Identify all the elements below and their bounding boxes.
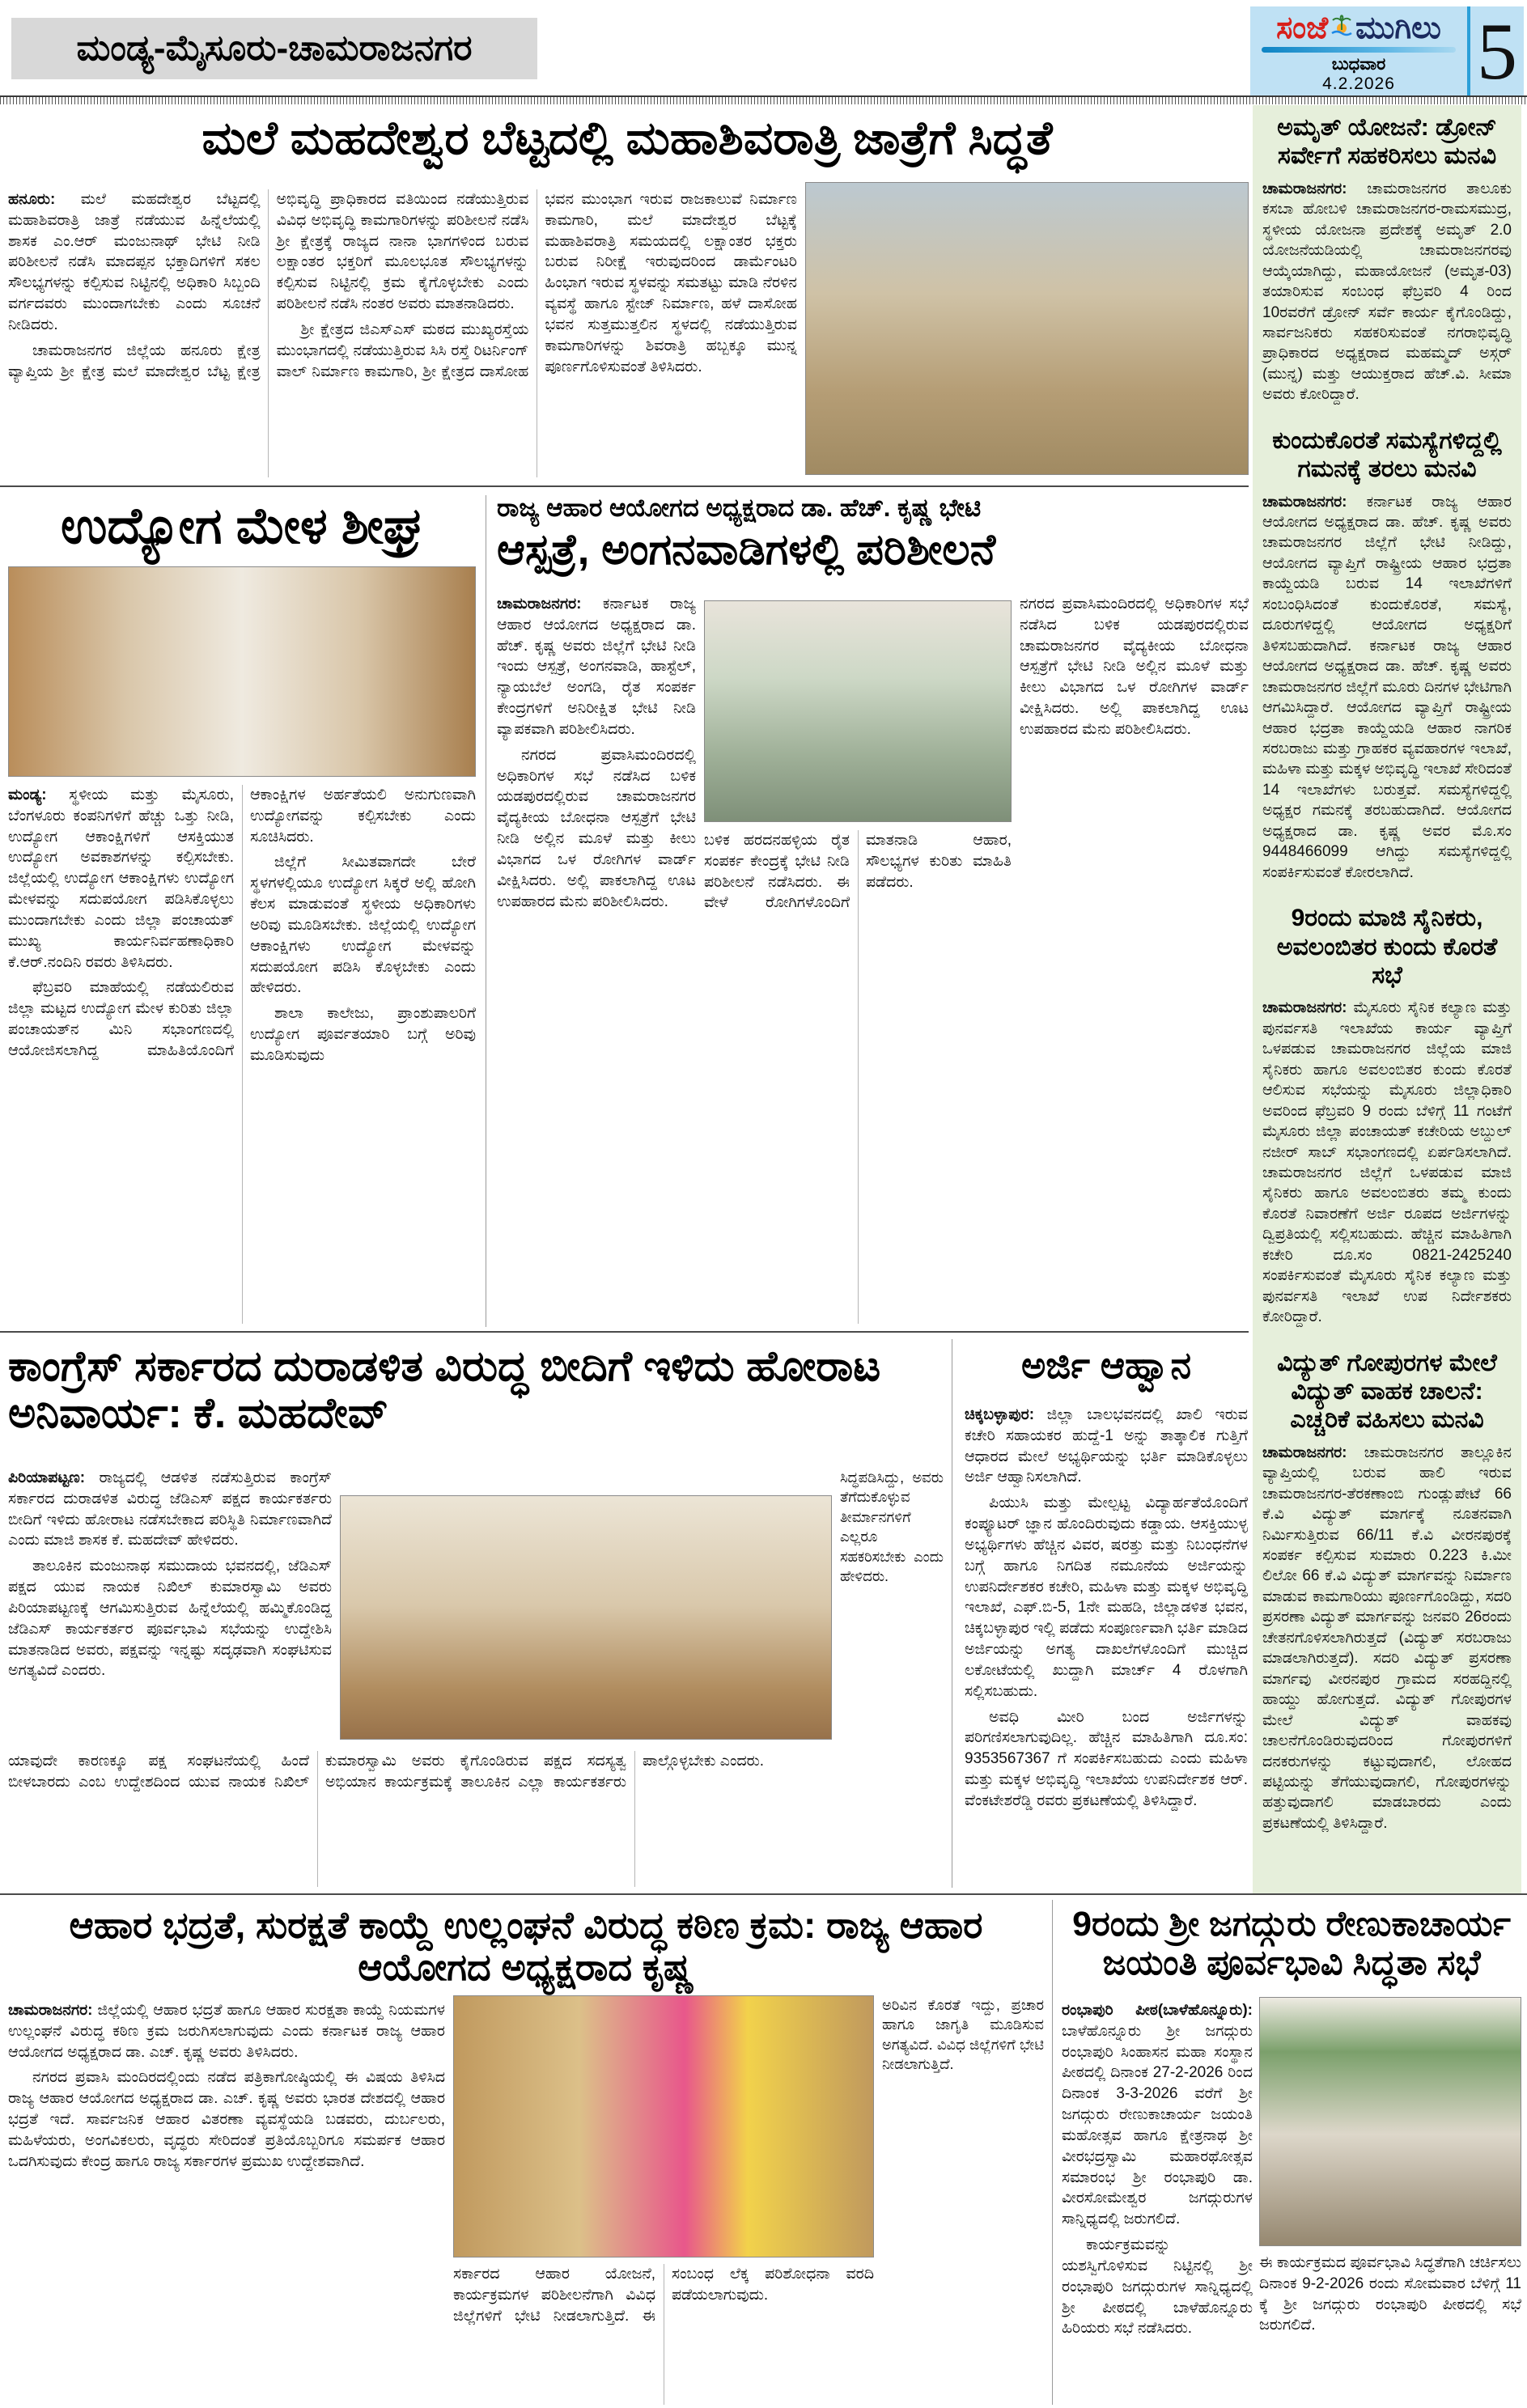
article7-col1 [1062, 2000, 1253, 2405]
article1-dateline: ಹನೂರು: [8, 191, 56, 208]
article5-para3: ಅವಧಿ ಮೀರಿ ಬಂದ ಅರ್ಜಿಗಳನ್ನು ಪರಿಗಣಿಸಲಾಗುವುದಿಲ್ಲ. ಹೆಚ್ಚಿನ ಮಾಹಿತಿಗಾಗಿ ದೂ.ಸಂ: 9353567367 ಗೆ ಸಂಪರ್ಕಿಸಬಹುದು ಎಂದು ಮಹಿಳಾ ಮತ್ತು ಮಕ್ಕಳ ಅಭಿವೃದ್ಧಿ ಇಲಾಖೆಯ ಉಪನಿರ್ದೇಶಕ ಆರ್. ವೆಂಕಟೇಶರೆಡ್ಡಿ ರವರು ಪ್ರಕಟಣೆಯಲ್ಲಿ ತಿಳಿಸಿದ್ದಾರೆ. [965, 1708, 1248, 1809]
rail-article-exservicemen-text: ಮೈಸೂರು ಸೈನಿಕ ಕಲ್ಯಾಣ ಮತ್ತು ಪುನರ್ವಸತಿ ಇಲಾಖೆಯ ಕಾರ್ಯ ವ್ಯಾಪ್ತಿಗೆ ಒಳಪಡುವ ಚಾಮರಾಜನಗರ ಜಿಲ್ಲೆಯ ಮಾಜಿ ಸೈನಿಕರು ಹಾಗೂ ಅವಲಂಬಿತರ ಕುಂದು ಕೊರತೆ ಆಲಿಸುವ ಸಭೆಯನ್ನು ಮೈಸೂರು ಜಿಲ್ಲಾಧಿಕಾರಿ ಅವರಿಂದ ಫೆಬ್ರವರಿ 9 ರಂದು ಬೆಳಿಗ್ಗೆ 11 ಗಂಟೆಗೆ ಮೈಸೂರು ಜಿಲ್ಲಾ ಪಂಚಾಯತ್ ಕಚೇರಿಯ ಅಬ್ದುಲ್ ನಜೀರ್ ಸಾಬ್ ಸಭಾಂಗಣದಲ್ಲಿ ಏರ್ಪಡಿಸಲಾಗಿದೆ. ಚಾಮರಾಜನಗರ ಜಿಲ್ಲೆಗೆ ಒಳಪಡುವ ಮಾಜಿ ಸೈನಿಕರು ಹಾಗೂ ಅವಲಂಬಿತರು ತಮ್ಮ ಕುಂದು ಕೊರತೆ ನಿವಾರಣೆಗೆ ಅರ್ಜಿ ರೂಪದ ಅರ್ಜಿಗಳನ್ನು ದ್ವಿಪ್ರತಿಯಲ್ಲಿ ಸಲ್ಲಿಸಬಹುದು. ಹೆಚ್ಚಿನ ಮಾಹಿತಿಗಾಗಿ ಕಚೇರಿ ದೂ.ಸಂ 0821-2425240 ಸಂಪರ್ಕಿಸುವಂತೆ ಮೈಸೂರು ಸೈನಿಕ ಕಲ್ಯಾಣ ಮತ್ತು ಪುನರ್ವಸತಿ ಇಲಾಖೆ ಉಪ ನಿರ್ದೇಶಕರು ಕೋರಿದ್ದಾರೆ. [1262, 999, 1512, 1326]
rail-article-power-towers-headline: ವಿದ್ಯುತ್ ಗೋಪುರಗಳ ಮೇಲೆ ವಿದ್ಯುತ್ ವಾಹಕ ಚಾಲನೆ: ಎಚ್ಚರಿಕೆ ವಹಿಸಲು ಮನವಿ [1277, 1349, 1497, 1434]
article1-para2: ಚಾಮರಾಜನಗರ ಜಿಲ್ಲೆಯ ಹನೂರು ಕ್ಷೇತ್ರ ವ್ಯಾಪ್ತಿಯ ಶ್ರೀ ಕ್ಷೇತ್ರ ಮಲೆ ಮಾದೇಶ್ವರ ಬೆಟ್ಟ ಕ್ಷೇತ್ರ ಅಭಿವೃದ್ಧಿ ಪ್ರಾಧಿಕಾರದ ವತಿಯಿಂದ ನಡೆಯುತ್ತಿರುವ ವಿವಿಧ ಅಭಿವೃದ್ಧಿ ಕಾಮಗಾರಿಗಳನ್ನು ಪರಿಶೀಲನೆ ನಡೆಸಿ ಶ್ರೀ ಕ್ಷೇತ್ರಕ್ಕೆ ರಾಜ್ಯದ ನಾನಾ ಭಾಗಗಳಿಂದ ಬರುವ ಲಕ್ಷಾಂತರ ಭಕ್ತರಿಗೆ ಮೂಲಭೂತ ಸೌಲಭ್ಯಗಳನ್ನು ಕಲ್ಪಿಸುವ ನಿಟ್ಟಿನಲ್ಲಿ ಕ್ರಮ ಕೈಗೊಳ್ಳಬೇಕು ಎಂದು ಪರಿಶೀಲನೆ ನಡೆಸಿ ನಂತರ ಅವರು ಮಾತನಾಡಿದರು. [8, 191, 529, 380]
right-rail [1253, 105, 1521, 1893]
rail-article-amrut-headline: ಅಮೃತ್ ಯೋಜನೆ: ಡ್ರೋನ್ ಸರ್ವೇಗೆ ಸಹಕರಿಸಲು ಮನವಿ [1277, 114, 1497, 170]
article4-para2: ತಾಲೂಕಿನ ಮಂಜುನಾಥ ಸಮುದಾಯ ಭವನದಲ್ಲಿ, ಜೆಡಿಎಸ್ ಪಕ್ಷದ ಯುವ ನಾಯಕ ನಿಖಿಲ್ ಕುಮಾರಸ್ವಾಮಿ ಅವರು ಪಿರಿಯಾಪಟ್ಟಣಕ್ಕೆ ಆಗಮಿಸುತ್ತಿರುವ ಹಿನ್ನೆಲೆಯಲ್ಲಿ ಹಮ್ಮಿಕೊಂಡಿದ್ದ ಜೆಡಿಎಸ್ ಕಾರ್ಯಕರ್ತರ ಪೂರ್ವಭಾವಿ ಸಭೆಯನ್ನು ಉದ್ದೇಶಿಸಿ ಮಾತನಾಡಿದ ಅವರು, ಪಕ್ಷವನ್ನು ಇನ್ನಷ್ಟು ಸದೃಢವಾಗಿ ಸಂಘಟಿಸುವ ಅಗತ್ಯವಿದೆ ಎಂದರು. [8, 1558, 332, 1680]
article6-dateline: ಚಾಮರಾಜನಗರ: [8, 2002, 93, 2019]
divider-row1 [0, 485, 1249, 487]
divider-row2 [0, 1331, 1249, 1333]
article3-para2: ನಗರದ ಪ್ರವಾಸಿಮಂದಿರದಲ್ಲಿ ಅಧಿಕಾರಿಗಳ ಸಭೆ ನಡೆಸಿದ ಬಳಿಕ ಯಡಪುರದಲ್ಲಿರುವ ಚಾಮರಾಜನಗರ ವೈದ್ಯಕೀಯ ಬೋಧನಾ ಆಸ್ಪತ್ರೆಗೆ ಭೇಟಿ ನೀಡಿ ಅಲ್ಲಿನ ಮೂಳೆ ಮತ್ತು ಕೀಲು ವಿಭಾಗದ ಒಳ ರೋಗಿಗಳ ವಾರ್ಡ್ ವೀಕ್ಷಿಸಿದರು. ಅಲ್ಲಿ ಪಾಕಲಾಗಿದ್ದ ಊಟ ಉಪಹಾರದ ಮೆನು ಪರಿಶೀಲಿಸಿದರು. [497, 746, 696, 910]
article2-para3: ಜಿಲ್ಲೆಗೆ ಸೀಮಿತವಾಗದೇ ಬೇರೆ ಸ್ಥಳಗಳಲ್ಲಿಯೂ ಉದ್ಯೋಗ ಸಿಕ್ಕರೆ ಅಲ್ಲಿ ಹೋಗಿ ಕೆಲಸ ಮಾಡುವಂತೆ ಸ್ಥಳೀಯ ಅಧಿಕಾರಿಗಳು ಅರಿವು ಮೂಡಿಸಬೇಕು. ಜಿಲ್ಲೆಯಲ್ಲಿ ಉದ್ಯೋಗ ಆಕಾಂಕ್ಷಿಗಳು ಉದ್ಯೋಗ ಮೇಳವನ್ನು ಸದುಪಯೋಗ ಪಡಿಸಿ ಕೊಳ್ಳಬೇಕು ಎಂದು ಹೇಳಿದರು. [250, 854, 476, 997]
article6-col1 [8, 2000, 445, 2405]
article7-headline: 9ರಂದು ಶ್ರೀ ಜಗದ್ಗುರು ರೇಣುಕಾಚಾರ್ಯ ಜಯಂತಿ ಪೂರ್ವಭಾವಿ ಸಿದ್ಧತಾ ಸಭೆ [1072, 1905, 1511, 1983]
article7-under-photo [1259, 2253, 1521, 2405]
masthead-day: ಬುಧವಾರ [1331, 55, 1386, 74]
divider-col-a6-a7 [1052, 1900, 1053, 2405]
rail-article-power-towers-body [1262, 1443, 1512, 1834]
article5-para2: ಪಿಯುಸಿ ಮತ್ತು ಮೇಲ್ಪಟ್ಟ ವಿದ್ಯಾರ್ಹತೆಯೊಂದಿಗೆ ಕಂಪ್ಯೂಟರ್ ಜ್ಞಾನ ಹೊಂದಿರುವುದು ಕಡ್ಡಾಯ. ಆಸಕ್ತಿಯುಳ್ಳ ಅಭ್ಯರ್ಥಿಗಳು ಹೆಚ್ಚಿನ ವಿವರ, ಷರತ್ತು ಮತ್ತು ನಿಬಂಧನೆಗಳ ಬಗ್ಗೆ ಹಾಗೂ ನಿಗದಿತ ನಮೂನೆಯ ಅರ್ಜಿಯನ್ನು ಉಪನಿರ್ದೇಶಕರ ಕಚೇರಿ, ಮಹಿಳಾ ಮತ್ತು ಮಕ್ಕಳ ಅಭಿವೃದ್ಧಿ ಇಲಾಖೆ, ಎಫ್.ಬಿ-5, 1ನೇ ಮಹಡಿ, ಜಿಲ್ಲಾಡಳಿತ ಭವನ, ಚಿಕ್ಕಬಳ್ಳಾಪುರ ಇಲ್ಲಿ ಪಡೆದು ಸಂಪೂರ್ಣವಾಗಿ ಭರ್ತಿ ಮಾಡಿದ ಅರ್ಜಿಯನ್ನು ಅಗತ್ಯ ದಾಖಲೆಗಳೊಂದಿಗೆ ಮುಚ್ಚಿದ ಲಕೋಟೆಯಲ್ಲಿ ಖುದ್ದಾಗಿ ಮಾರ್ಚ್ 4 ರೊಳಗಾಗಿ ಸಲ್ಲಿಸಬಹುದು. [965, 1494, 1248, 1700]
article6-bottom-block [453, 2264, 874, 2405]
masthead-bar [1262, 47, 1456, 53]
article3-col1 [497, 594, 696, 1324]
divider-row3 [0, 1893, 1527, 1895]
article7-para2b: ಈ ಕಾರ್ಯಕ್ರಮದ ಪೂರ್ವಭಾವಿ ಸಿದ್ಧತೆಗಾಗಿ ಚರ್ಚಿಸಲು ದಿನಾಂಕ 9-2-2026 ರಂದು ಸೋಮವಾರ ಬೆಳಿಗ್ಗೆ 11 ಕ್ಕೆ ಶ್ರೀ ಜಗದ್ಗುರು ರಂಭಾಪುರಿ ಪೀಠದಲ್ಲಿ ಸಭೆ ಜರುಗಲಿದೆ. [1259, 2254, 1521, 2334]
region-title-text: ಮಂಡ್ಯ-ಮೈಸೂರು-ಚಾಮರಾಜನಗರ [76, 28, 473, 68]
article7-para1: ಬಾಳೆಹೊನ್ನೂರು ಶ್ರೀ ಜಗದ್ಗುರು ರಂಭಾಪುರಿ ಸಿಂಹಾಸನ ಮಹಾ ಸಂಸ್ಥಾನ ಪೀಠದಲ್ಲಿ ದಿನಾಂಕ 27-2-2026 ರಿಂದ ದಿನಾಂಕ 3-3-2026 ವರೆಗೆ ಶ್ರೀ ಜಗದ್ಗುರು ರೇಣುಕಾಚಾರ್ಯ ಜಯಂತಿ ಮಹೋತ್ಸವ ಹಾಗೂ ಕ್ಷೇತ್ರನಾಥ ಶ್ರೀ ವೀರಭದ್ರಸ್ವಾಮಿ ಮಹಾರಥೋತ್ಸವ ಸಮಾರಂಭ ಶ್ರೀ ರಂಭಾಪುರಿ ಡಾ. ವೀರಸೋಮೇಶ್ವರ ಜಗದ್ಗುರುಗಳ ಸಾನ್ನಿಧ್ಯದಲ್ಲಿ ಜರುಗಲಿದೆ. [1062, 2022, 1253, 2228]
rail-article-exservicemen-body [1262, 998, 1512, 1327]
article1-body [8, 189, 797, 477]
article6-para2: ನಗರದ ಪ್ರವಾಸಿ ಮಂದಿರದಲ್ಲಿಂದು ನಡೆದ ಪತ್ರಿಕಾಗೋಷ್ಠಿಯಲ್ಲಿ ಈ ವಿಷಯ ತಿಳಿಸಿದ ರಾಜ್ಯ ಆಹಾರ ಆಯೋಗದ ಅಧ್ಯಕ್ಷರಾದ ಡಾ. ಎಚ್. ಕೃಷ್ಣ ಅವರು ಭಾರತ ದೇಶದಲ್ಲಿ ಆಹಾರ ಭದ್ರತೆ ಇದೆ. ಸಾರ್ವಜನಿಕ ಆಹಾರ ವಿತರಣಾ ವ್ಯವಸ್ಥೆಯಡಿ ಬಡವರು, ದುರ್ಬಲರು, ಮಹಿಳೆಯರು, ಅಂಗವಿಕಲರು, ವೃದ್ಧರು ಸೇರಿದಂತೆ ಪ್ರತಿಯೊಬ್ಬರಿಗೂ ಸಮರ್ಪಕ ಆಹಾರ ಒದಗಿಸುವುದು ಕೇಂದ್ರ ಹಾಗೂ ರಾಜ್ಯ ಸರ್ಕಾರಗಳ ಪ್ರಮುಖ ಉದ್ದೇಶವಾಗಿದೆ. [8, 2069, 445, 2170]
article3-col2 [704, 830, 1012, 1324]
rail-article-amrut [1262, 113, 1512, 405]
article4-dateline: ಪಿರಿಯಾಪಟ್ಟಣ: [8, 1469, 86, 1486]
article5-para1: ಜಿಲ್ಲಾ ಬಾಲಭವನದಲ್ಲಿ ಖಾಲಿ ಇರುವ ಕಚೇರಿ ಸಹಾಯಕರ ಹುದ್ದೆ-1 ಅನ್ನು ತಾತ್ಕಾಲಿಕ ಗುತ್ತಿಗೆ ಆಧಾರದ ಮೇಲೆ ಅಭ್ಯರ್ಥಿಯನ್ನು ಭರ್ತಿ ಮಾಡಿಕೊಳ್ಳಲು ಅರ್ಜಿ ಆಹ್ವಾನಿಸಲಾಗಿದೆ. [965, 1406, 1248, 1486]
page-number: 5 [1467, 6, 1524, 95]
masthead-left [1250, 6, 1467, 95]
article5-headline: ಅರ್ಜಿ ಆಹ್ವಾನ [1020, 1344, 1192, 1386]
article5-body [965, 1405, 1248, 1887]
photo-mm-hills-inspection [805, 182, 1249, 475]
article6-para1: ಜಿಲ್ಲೆಯಲ್ಲಿ ಆಹಾರ ಭದ್ರತೆ ಹಾಗೂ ಆಹಾರ ಸುರಕ್ಷತಾ ಕಾಯ್ದೆ ನಿಯಮಗಳ ಉಲ್ಲಂಘನೆ ವಿರುದ್ಧ ಕಠಿಣ ಕ್ರಮ ಜರುಗಿಸಲಾಗುವುದು ಎಂದು ಕರ್ನಾಟಕ ರಾಜ್ಯ ಆಹಾರ ಆಯೋಗದ ಅಧ್ಯಕ್ಷರಾದ ಡಾ. ಎಚ್. ಕೃಷ್ಣ ಅವರು ತಿಳಿಸಿದರು. [8, 2002, 445, 2061]
photo-rambhapuri-meeting [1259, 1997, 1521, 2246]
masthead-date: 4.2.2026 [1322, 74, 1395, 93]
article7-para2a: ಕಾರ್ಯಕ್ರಮವನ್ನು ಯಶಸ್ವಿಗೊಳಿಸುವ ನಿಟ್ಟಿನಲ್ಲಿ ಶ್ರೀ ರಂಭಾಪುರಿ ಜಗದ್ಗುರುಗಳ ಸಾನ್ನಿಧ್ಯದಲ್ಲಿ ಶ್ರೀ ಪೀಠದಲ್ಲಿ ಬಾಳೆಹೊನ್ನೂರು ಹಿರಿಯರು ಸಭೆ ನಡೆಸಿದರು. [1062, 2236, 1253, 2338]
rail-article-power-towers-text: ಚಾಮರಾಜನಗರ ತಾಲ್ಲೂಕಿನ ವ್ಯಾಪ್ತಿಯಲ್ಲಿ ಬರುವ ಹಾಲಿ ಇರುವ ಚಾಮರಾಜನಗರ-ತೆರಕಣಾಂಬಿ ಗುಂಡ್ಲುಪೇಟೆ 66 ಕೆ.ವಿ ವಿದ್ಯುತ್ ಮಾರ್ಗಕ್ಕೆ ನೂತನವಾಗಿ ನಿರ್ಮಿಸುತ್ತಿರುವ 66/11 ಕೆ.ವಿ ವೀರನಪುರಕ್ಕೆ ಸಂಪರ್ಕ ಕಲ್ಪಿಸುವ ಸುಮಾರು 0.223 ಕಿ.ಮೀ ಲಿಲೋ 66 ಕೆ.ವಿ ವಿದ್ಯುತ್ ಮಾರ್ಗವನ್ನು ನಿರ್ಮಾಣ ಮಾಡುವ ಕಾಮಗಾರಿಯು ಪೂರ್ಣಗೊಂಡಿದ್ದು, ಸದರಿ ಪ್ರಸರಣಾ ವಿದ್ಯುತ್ ಮಾರ್ಗವನ್ನು ಜನವರಿ 26ರಂದು ಚೇತನಗೊಳಿಸಲಾಗಿರುತ್ತದೆ (ವಿದ್ಯುತ್ ಸರಬರಾಜು ಮಾಡಲಾಗಿರುತ್ತದೆ). ಸದರಿ ವಿದ್ಯುತ್ ಪ್ರಸರಣಾ ಮಾರ್ಗವು ವೀರನಪುರ ಗ್ರಾಮದ ಸರಹದ್ದಿನಲ್ಲಿ ಹಾಯ್ದು ಹೋಗುತ್ತದೆ. ವಿದ್ಯುತ್ ಗೋಪುರಗಳ ಮೇಲೆ ವಿದ್ಯುತ್ ವಾಹಕವು ಚಾಲನೆಗೊಂಡಿರುವುದರಿಂದ ಗೋಪುರಗಳಿಗೆ ದನಕರುಗಳನ್ನು ಕಟ್ಟುವುದಾಗಲಿ, ಲೋಹದ ಪಟ್ಟಿಯನ್ನು ತೆಗೆಯುವುದಾಗಲಿ, ಗೋಪುರಗಳನ್ನು ಹತ್ತುವುದಾಗಲಿ ಮಾಡಬಾರದು ಎಂದು ಪ್ರಕಟಣೆಯಲ್ಲಿ ತಿಳಿಸಿದ್ದಾರೆ. [1262, 1444, 1512, 1832]
article4-para3: ಯಾವುದೇ ಕಾರಣಕ್ಕೂ ಪಕ್ಷ ಸಂಘಟನೆಯಲ್ಲಿ ಹಿಂದೆ ಬೀಳಬಾರದು ಎಂಬ ಉದ್ದೇಶದಿಂದ ಯುವ ನಾಯಕ ನಿಖಿಲ್ ಕುಮಾರಸ್ವಾಮಿ ಅವರು ಕೈಗೊಂಡಿರುವ ಪಕ್ಷದ ಸದಸ್ಯತ್ವ ಅಭಿಯಾನ ಕಾರ್ಯಕ್ರಮಕ್ಕೆ ತಾಲೂಕಿನ ಎಲ್ಲಾ ಕಾರ್ಯಕರ್ತರು ಪಾಲ್ಗೊಳ್ಳಬೇಕು ಎಂದರು. [8, 1753, 765, 1791]
rail-article-amrut-body [1262, 179, 1512, 405]
article6-para3: ಸರ್ಕಾರದ ಆಹಾರ ಯೋಜನೆ, ಕಾರ್ಯಕ್ರಮಗಳ ಪರಿಶೀಲನೆಗಾಗಿ ವಿವಿಧ ಜಿಲ್ಲೆಗಳಿಗೆ ಭೇಟಿ ನೀಡಲಾಗುತ್ತಿದೆ. ಈ ಸಂಬಂಧ ಲೆಕ್ಕ ಪರಿಶೋಧನಾ ವರದಿ ಪಡೆಯಲಾಗುವುದು. [453, 2266, 874, 2325]
rail-article-grievance-headline: ಕುಂದುಕೊರತೆ ಸಮಸ್ಯೆಗಳಿದ್ದಲ್ಲಿ ಗಮನಕ್ಕೆ ತರಲು ಮನವಿ [1272, 426, 1502, 483]
paper-logo [1250, 13, 1467, 44]
masthead [1250, 6, 1524, 95]
rail-article-grievance-text: ಕರ್ನಾಟಕ ರಾಜ್ಯ ಆಹಾರ ಆಯೋಗದ ಅಧ್ಯಕ್ಷರಾದ ಡಾ. ಹೆಚ್. ಕೃಷ್ಣ ಅವರು ಚಾಮರಾಜನಗರ ಜಿಲ್ಲೆಗೆ ಭೇಟಿ ನೀಡಿದ್ದು, ಆಯೋಗದ ವ್ಯಾಪ್ತಿಗೆ ರಾಷ್ಟ್ರೀಯ ಆಹಾರ ಭದ್ರತಾ ಕಾಯ್ದೆಯಡಿ ಬರುವ 14 ಇಲಾಖೆಗಳಿಗೆ ಸಂಬಂಧಿಸಿದಂತೆ ಕುಂದುಕೊರತೆ, ಸಮಸ್ಯೆ, ದೂರುಗಳಿದ್ದಲ್ಲಿ ಆಯೋಗದ ಅಧ್ಯಕ್ಷರಿಗೆ ತಿಳಿಸಬಹುದಾಗಿದೆ. ಕರ್ನಾಟಕ ರಾಜ್ಯ ಆಹಾರ ಆಯೋಗದ ಅಧ್ಯಕ್ಷರಾದ ಡಾ. ಹೆಚ್. ಕೃಷ್ಣ ಅವರು ಚಾಮರಾಜನಗರ ಜಿಲ್ಲೆಗೆ ಮೂರು ದಿನಗಳ ಭೇಟಿಗಾಗಿ ಆಗಮಿಸಿದ್ದಾರೆ. ಆಯೋಗದ ವ್ಯಾಪ್ತಿಗೆ ರಾಷ್ಟ್ರೀಯ ಆಹಾರ ಭದ್ರತಾ ಕಾಯ್ದೆಯಡಿ ಆಹಾರ ನಾಗರಿಕ ಸರಬರಾಜು ಮತ್ತು ಗ್ರಾಹಕರ ವ್ಯವಹಾರಗಳ ಇಲಾಖೆ, ಮಹಿಳಾ ಮತ್ತು ಮಕ್ಕಳ ಅಭಿವೃದ್ಧಿ ಇಲಾಖೆ ಸೇರಿದಂತೆ 14 ಇಲಾಖೆಗಳು ಬರುತ್ತವೆ. ಸಮಸ್ಯೆಗಳಿದ್ದಲ್ಲಿ ಅಧ್ಯಕ್ಷರ ಗಮನಕ್ಕೆ ತರಬಹುದಾಗಿದೆ. ಆಯೋಗದ ಅಧ್ಯಕ್ಷರಾದ ಡಾ. ಕೃಷ್ಣ ಅವರ ಮೊ.ಸಂ 9448466099 ಆಗಿದ್ದು ಸಮಸ್ಯೆಗಳಿದ್ದಲ್ಲಿ ಸಂಪರ್ಕಿಸುವಂತೆ ಕೋರಲಾಗಿದೆ. [1262, 493, 1512, 881]
palm-sun-icon [1330, 13, 1354, 44]
rail-article-exservicemen [1262, 904, 1512, 1327]
article2-para4: ಶಾಲಾ ಕಾಲೇಜು, ಪ್ರಾಂಶುಪಾಲರಿಗೆ ಉದ್ಯೋಗ ಪೂರ್ವತಯಾರಿ ಬಗ್ಗೆ ಅರಿವು ಮೂಡಿಸುವುದು [250, 1005, 476, 1064]
rail-article-amrut-dateline: ಚಾಮರಾಜನಗರ: [1262, 180, 1347, 197]
region-title [11, 18, 537, 79]
article3-col3 [1020, 594, 1249, 1324]
article3-kicker: ರಾಜ್ಯ ಆಹಾರ ಆಯೋಗದ ಅಧ್ಯಕ್ಷರಾದ ಡಾ. ಹೆಚ್. ಕೃಷ್ಣ ಭೇಟಿ [497, 494, 982, 522]
article1-para3: ಶ್ರೀ ಕ್ಷೇತ್ರದ ಜಿಎಸ್‌ಎಸ್ ಮಠದ ಮುಖ್ಯರಸ್ತೆಯ ಮುಂಭಾಗದಲ್ಲಿ ನಡೆಯುತ್ತಿರುವ ಸಿಸಿ ರಸ್ತೆ ರಿಟರ್ನಿಂಗ್ ವಾಲ್ ನಿರ್ಮಾಣ ಕಾಮಗಾರಿ, ಶ್ರೀ ಕ್ಷೇತ್ರದ ದಾಸೋಹ ಭವನ ಮುಂಭಾಗ ಇರುವ ರಾಜಕಾಲುವೆ ನಿರ್ಮಾಣ ಕಾಮಗಾರಿ, ಮಲೆ ಮಾದೇಶ್ವರ ಬೆಟ್ಟಕ್ಕೆ ಮಹಾಶಿವರಾತ್ರಿ ಸಮಯದಲ್ಲಿ ಲಕ್ಷಾಂತರ ಭಕ್ತರು ಬರುವ ನಿರೀಕ್ಷೆ ಇರುವುದರಿಂದ ಡಾರ್ಮೆಂಟರಿ ಹಿಂಭಾಗ ಇರುವ ಸ್ಥಳವನ್ನು ಸಮತಟ್ಟು ಮಾಡಿ ನೆರಳಿನ ವ್ಯವಸ್ಥೆ ಹಾಗೂ ಸ್ಟೇಜ್ ನಿರ್ಮಾಣ, ಹಳೆ ದಾಸೋಹ ಭವನ ಸುತ್ತಮುತ್ತಲಿನ ಸ್ಥಳದಲ್ಲಿ ನಡೆಯುತ್ತಿರುವ ಕಾಮಗಾರಿಗಳನ್ನು ಶಿವರಾತ್ರಿ ಹಬ್ಬಕ್ಕೂ ಮುನ್ನ ಪೂರ್ಣಗೊಳಿಸುವಂತೆ ತಿಳಿಸಿದರು. [276, 191, 797, 380]
article3-para3: ಬಳಿಕ ಹರದನಹಳ್ಳಿಯ ರೈತ ಸಂಪರ್ಕ ಕೇಂದ್ರಕ್ಕೆ ಭೇಟಿ ನೀಡಿ ಪರಿಶೀಲನೆ ನಡೆಸಿದರು. ಈ ವೇಳೆ ರೋಗಿಗಳೊಂದಿಗೆ ಮಾತನಾಡಿ ಆಹಾರ, ಸೌಲಭ್ಯಗಳ ಕುರಿತು ಮಾಹಿತಿ ಪಡೆದರು. [704, 832, 1012, 912]
article1-para1: ಮಲೆ ಮಹದೇಶ್ವರ ಬೆಟ್ಟದಲ್ಲಿ ಮಹಾಶಿವರಾತ್ರಿ ಜಾತ್ರೆ ನಡೆಯುವ ಹಿನ್ನೆಲೆಯಲ್ಲಿ ಶಾಸಕ ಎಂ.ಆರ್ ಮಂಜುನಾಥ್ ಭೇಟಿ ನೀಡಿ ಪರಿಶೀಲನೆ ನಡೆಸಿ ಮಾದಪ್ಪನ ಭಕ್ತಾದಿಗಳಿಗೆ ಸಕಲ ಸೌಲಭ್ಯಗಳನ್ನು ಕಲ್ಪಿಸುವ ನಿಟ್ಟಿನಲ್ಲಿ ಅಧಿಕಾರಿ ಸಿಬ್ಬಂದಿ ವರ್ಗದವರು ಮುಂದಾಗಬೇಕು ಎಂದು ಸೂಚನೆ ನೀಡಿದರು. [8, 191, 261, 333]
article2-dateline: ಮಂಡ್ಯ: [8, 786, 47, 803]
article2-headline: ಉದ್ಯೋಗ ಮೇಳ ಶೀಘ್ರ [61, 498, 423, 554]
article2-para2: ಫೆಬ್ರವರಿ ಮಾಹೆಯಲ್ಲಿ ನಡೆಯಲಿರುವ ಜಿಲ್ಲಾ ಮಟ್ಟದ ಉದ್ಯೋಗ ಮೇಳ ಕುರಿತು ಜಿಲ್ಲಾ ಪಂಚಾಯತ್‌ನ ಮಿನಿ ಸಭಾಂಗಣದಲ್ಲಿ ಆಯೋಜಿಸಲಾಗಿದ್ದ ಮಾಹಿತಿಯೊಂದಿಗೆ ಆಕಾಂಕ್ಷಿಗಳ ಅರ್ಹತೆಯಲಿ ಅನುಗುಣವಾಗಿ ಉದ್ಯೋಗವನ್ನು ಕಲ್ಪಿಸಬೇಕು ಎಂದು ಸೂಚಿಸಿದರು. [8, 786, 476, 1059]
rail-article-grievance-dateline: ಚಾಮರಾಜನಗರ: [1262, 493, 1347, 511]
photo-food-commission-kitchen [704, 600, 1012, 822]
photo-jds-meeting [340, 1495, 832, 1740]
paper-name-part1: ಸಂಜೆ [1276, 11, 1329, 45]
article3-headline: ಆಸ್ಪತ್ರೆ, ಅಂಗನವಾಡಿಗಳಲ್ಲಿ ಪರಿಶೀಲನೆ [497, 526, 996, 574]
article1-headline: ಮಲೆ ಮಹದೇಶ್ವರ ಬೆಟ್ಟದಲ್ಲಿ ಮಹಾಶಿವರಾತ್ರಿ ಜಾತ್ರೆಗೆ ಸಿದ್ಧತೆ [201, 112, 1053, 164]
article4-col-right [840, 1468, 944, 1741]
article6-col-right [882, 1995, 1044, 2405]
rail-article-grievance [1262, 426, 1512, 883]
rail-article-exservicemen-dateline: ಚಾಮರಾಜನಗರ: [1262, 999, 1347, 1017]
article4-col1 [8, 1468, 332, 1746]
article5-dateline: ಚಿಕ್ಕಬಳ್ಳಾಪುರ: [965, 1406, 1035, 1423]
article4-para4: ಸಿದ್ಧಪಡಿಸಿದ್ದು, ಅವರು ತೆಗೆದುಕೊಳ್ಳುವ ತೀರ್ಮಾನಗಳಿಗೆ ಎಲ್ಲರೂ ಸಹಕರಿಸಬೇಕು ಎಂದು ಹೇಳಿದರು. [840, 1469, 944, 1585]
rail-article-grievance-body [1262, 492, 1512, 884]
article4-para1: ರಾಜ್ಯದಲ್ಲಿ ಆಡಳಿತ ನಡೆಸುತ್ತಿರುವ ಕಾಂಗ್ರೆಸ್ ಸರ್ಕಾರದ ದುರಾಡಳಿತ ವಿರುದ್ಧ ಜೆಡಿಎಸ್ ಪಕ್ಷದ ಕಾರ್ಯಕರ್ತರು ಬೀದಿಗೆ ಇಳಿದು ಹೋರಾಟ ನಡೆಸಬೇಕಾದ ಪರಿಸ್ಥಿತಿ ನಿರ್ಮಾಣವಾಗಿದೆ ಎಂದು ಮಾಜಿ ಶಾಸಕ ಕೆ. ಮಹದೇವ್ ಹೇಳಿದರು. [8, 1469, 332, 1550]
photo-press-conference [453, 1995, 874, 2258]
article4-bottom-block [8, 1751, 944, 1887]
article6-headline: ಆಹಾರ ಭದ್ರತೆ, ಸುರಕ್ಷತೆ ಕಾಯ್ದೆ ಉಲ್ಲಂಘನೆ ವಿರುದ್ಧ ಕಠಿಣ ಕ್ರಮ: ರಾಜ್ಯ ಆಹಾರ ಆಯೋಗದ ಅಧ್ಯಕ್ಷರಾದ ಕೃಷ್ಣ [69, 1904, 983, 1988]
article6-para4: ಅರಿವಿನ ಕೊರತೆ ಇದ್ದು, ಪ್ರಚಾರ ಹಾಗೂ ಜಾಗೃತಿ ಮೂಡಿಸುವ ಅಗತ್ಯವಿದೆ. ವಿವಿಧ ಜಿಲ್ಲೆಗಳಿಗೆ ಭೇಟಿ ನೀಡಲಾಗುತ್ತಿದೆ. [882, 1997, 1044, 2073]
rail-article-exservicemen-headline: 9ರಂದು ಮಾಜಿ ಸೈನಿಕರು, ಅವಲಂಬಿತರ ಕುಂದು ಕೊರತೆ ಸಭೆ [1276, 905, 1498, 989]
rail-article-power-towers [1262, 1349, 1512, 1834]
article3-para1: ಕರ್ನಾಟಕ ರಾಜ್ಯ ಆಹಾರ ಆಯೋಗದ ಅಧ್ಯಕ್ಷರಾದ ಡಾ. ಹೆಚ್. ಕೃಷ್ಣ ಅವರು ಜಿಲ್ಲೆಗೆ ಭೇಟಿ ನೀಡಿ ಇಂದು ಆಸ್ಪತ್ರೆ, ಅಂಗನವಾಡಿ, ಹಾಸ್ಟೆಲ್, ನ್ಯಾಯಬೆಲೆ ಅಂಗಡಿ, ರೈತ ಸಂಪರ್ಕ ಕೇಂದ್ರಗಳಿಗೆ ಅನಿರೀಕ್ಷಿತ ಭೇಟಿ ನೀಡಿ ವ್ಯಾಪಕವಾಗಿ ಪರಿಶೀಲಿಸಿದರು. [497, 596, 696, 738]
article3-para2-cont: ನಗರದ ಪ್ರವಾಸಿಮಂದಿರದಲ್ಲಿ ಅಧಿಕಾರಿಗಳ ಸಭೆ ನಡೆಸಿದ ಬಳಿಕ ಯಡಪುರದಲ್ಲಿರುವ ಚಾಮರಾಜನಗರ ವೈದ್ಯಕೀಯ ಬೋಧನಾ ಆಸ್ಪತ್ರೆಗೆ ಭೇಟಿ ನೀಡಿ ಅಲ್ಲಿನ ಮೂಳೆ ಮತ್ತು ಕೀಲು ವಿಭಾಗದ ಒಳ ರೋಗಿಗಳ ವಾರ್ಡ್ ವೀಕ್ಷಿಸಿದರು. ಅಲ್ಲಿ ಪಾಕಲಾಗಿದ್ದ ಊಟ ಉಪಹಾರದ ಮೆನು ಪರಿಶೀಲಿಸಿದರು. [1020, 596, 1249, 738]
paper-name-part2: ಮುಗಿಲು [1355, 11, 1441, 45]
rail-article-amrut-text: ಚಾಮರಾಜನಗರ ತಾಲೂಕು ಕಸಬಾ ಹೋಬಳಿ ಚಾಮರಾಜನಗರ-ರಾಮಸಮುದ್ರ, ಸ್ಥಳೀಯ ಯೋಜನಾ ಪ್ರದೇಶಕ್ಕೆ ಅಮೃತ್ 2.0 ಯೋಜನೆಯಡಿಯಲ್ಲಿ ಚಾಮರಾಜನಗರವು ಆಯ್ಕೆಯಾಗಿದ್ದು, ಮಹಾಯೋಜನೆ (ಅಮೃತ-03) ತಯಾರಿಸುವ ಸಂಬಂಧ ಫೆಬ್ರವರಿ 4 ರಿಂದ 10ರವರೆಗೆ ಡ್ರೋನ್ ಸರ್ವೆ ಕಾರ್ಯ ಕೈಗೊಂಡಿದ್ದು, ಸಾರ್ವಜನಿಕರು ಸಹಕರಿಸುವಂತೆ ನಗರಾಭಿವೃದ್ಧಿ ಪ್ರಾಧಿಕಾರದ ಅಧ್ಯಕ್ಷರಾದ ಮಹಮ್ಮದ್ ಅಸ್ಗರ್ (ಮುನ್ನ) ಮತ್ತು ಆಯುಕ್ತರಾದ ಹೆಚ್.ವಿ. ಸೀಮಾ ಅವರು ಕೋರಿದ್ದಾರೆ. [1262, 180, 1512, 404]
rail-article-power-towers-dateline: ಚಾಮರಾಜನಗರ: [1262, 1444, 1347, 1461]
article2-body [8, 785, 476, 1324]
article7-dateline: ರಂಭಾಪುರಿ ಪೀಠ(ಬಾಳೆಹೊನ್ನೂರು): [1062, 2002, 1253, 2019]
header-rule [0, 95, 1527, 104]
article2-para1: ಸ್ಥಳೀಯ ಮತ್ತು ಮೈಸೂರು, ಬೆಂಗಳೂರು ಕಂಪನಿಗಳಿಗೆ ಹೆಚ್ಚು ಒತ್ತು ನೀಡಿ, ಉದ್ಯೋಗ ಆಕಾಂಕ್ಷಿಗಳಿಗೆ ಆಸಕ್ತಿಯುತ ಉದ್ಯೋಗ ಅವಕಾಶಗಳನ್ನು ಕಲ್ಪಿಸಬೇಕು. ಜಿಲ್ಲೆಯಲ್ಲಿ ಉದ್ಯೋಗ ಆಕಾಂಕ್ಷಿಗಳು ಉದ್ಯೋಗ ಮೇಳವನ್ನು ಸದುಪಯೋಗ ಪಡಿಸಿಕೊಳ್ಳಲು ಮುಂದಾಗಬೇಕು ಎಂದು ಜಿಲ್ಲಾ ಪಂಚಾಯತ್ ಮುಖ್ಯ ಕಾರ್ಯನಿರ್ವಹಣಾಧಿಕಾರಿ ಕೆ.ಆರ್.ನಂದಿನಿ ರವರು ತಿಳಿಸಿದರು. [8, 786, 234, 971]
article4-headline: ಕಾಂಗ್ರೆಸ್ ಸರ್ಕಾರದ ದುರಾಡಳಿತ ವಿರುದ್ಧ ಬೀದಿಗೆ ಇಳಿದು ಹೋರಾಟ ಅನಿವಾರ್ಯ: ಕೆ. ಮಹದೇವ್ [8, 1343, 881, 1438]
article3-dateline: ಚಾಮರಾಜನಗರ: [497, 596, 582, 613]
photo-employment-meeting [8, 566, 476, 777]
